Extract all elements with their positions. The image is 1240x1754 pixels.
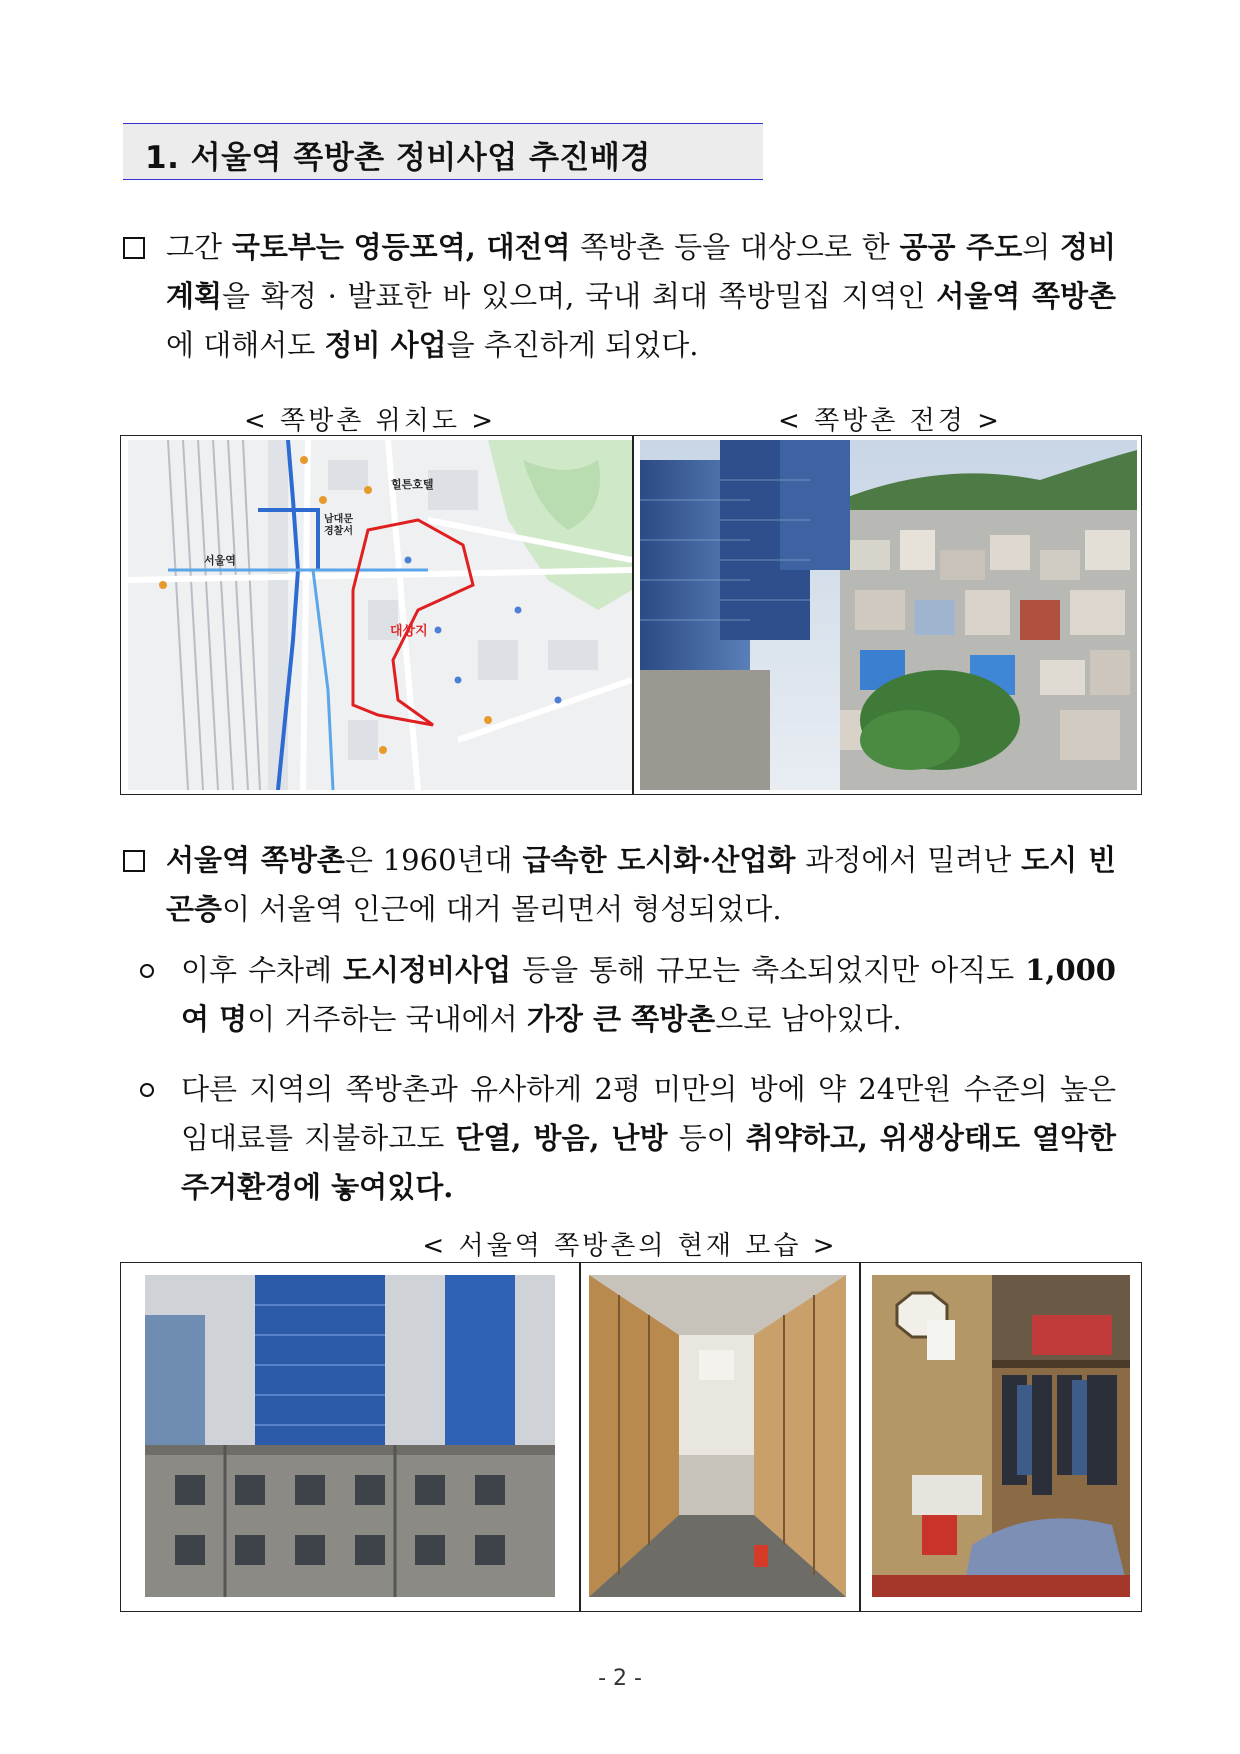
figure-divider-2 bbox=[859, 1263, 861, 1611]
circle-bullet-2 bbox=[140, 1083, 154, 1097]
bullet1-segment: 이 거주하는 국내에서 bbox=[247, 1002, 527, 1036]
checkbox-bullet-2 bbox=[123, 850, 145, 872]
map-label-hotel: 힐튼호텔 bbox=[391, 478, 434, 491]
para1-segment: 정비계획 bbox=[166, 230, 1117, 313]
caption-current-state: < 서울역 쪽방촌의 현재 모습 > bbox=[422, 1231, 838, 1261]
paragraph-formation bbox=[166, 836, 1116, 934]
panorama-photo bbox=[640, 440, 1137, 790]
para1-segment: 을 확정 · 발표한 바 있으며, 국내 최대 쪽방밀집 지역인 bbox=[222, 279, 937, 313]
para2-segment: 이 서울역 인근에 대거 몰리면서 형성되었다. bbox=[222, 892, 782, 926]
para1-segment bbox=[344, 230, 354, 264]
section-title: 1. 서울역 쪽방촌 정비사업 추진배경 bbox=[145, 140, 651, 176]
figure-divider bbox=[632, 436, 634, 794]
map-label-police: 남대문 경찰서 bbox=[324, 514, 353, 537]
para1-segment: 국토부는 bbox=[231, 230, 344, 264]
bullet2-segment: 등이 bbox=[667, 1121, 746, 1155]
bullet2-segment: 다른 지역의 쪽방촌과 유사하게 2평 미만의 방에 약 24만원 수준의 높은 임대료를 지불하고도 bbox=[181, 1072, 1116, 1155]
paragraph-current-scale bbox=[181, 946, 1116, 1044]
para2-segment: 급속한 도시화·산업화 bbox=[522, 843, 796, 877]
location-map-image bbox=[128, 440, 632, 790]
bullet1-segment: 이후 수차례 bbox=[181, 953, 344, 987]
photo-exterior-buildings bbox=[145, 1275, 555, 1597]
bullet2-segment: 취약하고, 위생상태도 열악한 주거환경에 놓여있다. bbox=[181, 1121, 1116, 1204]
bullet1-segment: 가장 큰 쪽방촌 bbox=[526, 1002, 716, 1036]
para2-segment: 은 1960년대 bbox=[344, 843, 523, 877]
figure-divider-1 bbox=[579, 1263, 581, 1611]
para2-segment: 도시 빈곤층 bbox=[166, 843, 1116, 926]
circle-bullet-1 bbox=[140, 964, 154, 978]
para1-segment: 에 대해서도 bbox=[166, 328, 325, 362]
caption-location-map: < 쪽방촌 위치도 > bbox=[243, 406, 497, 436]
para1-segment: 영등포역, 대전역 bbox=[353, 230, 571, 264]
para1-segment: 쪽방촌 등을 대상으로 한 bbox=[570, 230, 900, 264]
para1-segment: 을 추진하게 되었다. bbox=[446, 328, 699, 362]
bullet1-segment: 1,000여 명 bbox=[181, 953, 1116, 1036]
page-number: - 2 - bbox=[598, 1666, 642, 1691]
para1-segment: 서울역 쪽방촌 bbox=[936, 279, 1116, 313]
para1-segment: 그간 bbox=[166, 230, 232, 264]
photo-corridor bbox=[589, 1275, 846, 1597]
para1-segment: 정비 사업 bbox=[324, 328, 447, 362]
para2-segment: 서울역 쪽방촌 bbox=[166, 843, 345, 877]
photo-room-interior bbox=[872, 1275, 1130, 1597]
paragraph-background bbox=[166, 223, 1116, 370]
bullet1-segment: 등을 통해 규모는 축소되었지만 아직도 bbox=[511, 953, 1026, 987]
para1-segment: 의 bbox=[1022, 230, 1061, 264]
bullet1-segment: 으로 남아있다. bbox=[715, 1002, 902, 1036]
bullet2-segment: 단열, 방음, 난방 bbox=[455, 1121, 668, 1155]
paragraph-living-conditions bbox=[181, 1065, 1116, 1212]
caption-panorama: < 쪽방촌 전경 > bbox=[778, 406, 1002, 436]
para1-segment: 공공 주도 bbox=[899, 230, 1023, 264]
para2-segment: 과정에서 밀려난 bbox=[795, 843, 1022, 877]
checkbox-bullet-1 bbox=[123, 237, 145, 259]
bullet1-segment: 도시정비사업 bbox=[343, 953, 512, 987]
map-label-target: 대상지 bbox=[390, 624, 428, 639]
map-label-station: 서울역 bbox=[204, 554, 236, 567]
section-heading bbox=[123, 123, 763, 180]
